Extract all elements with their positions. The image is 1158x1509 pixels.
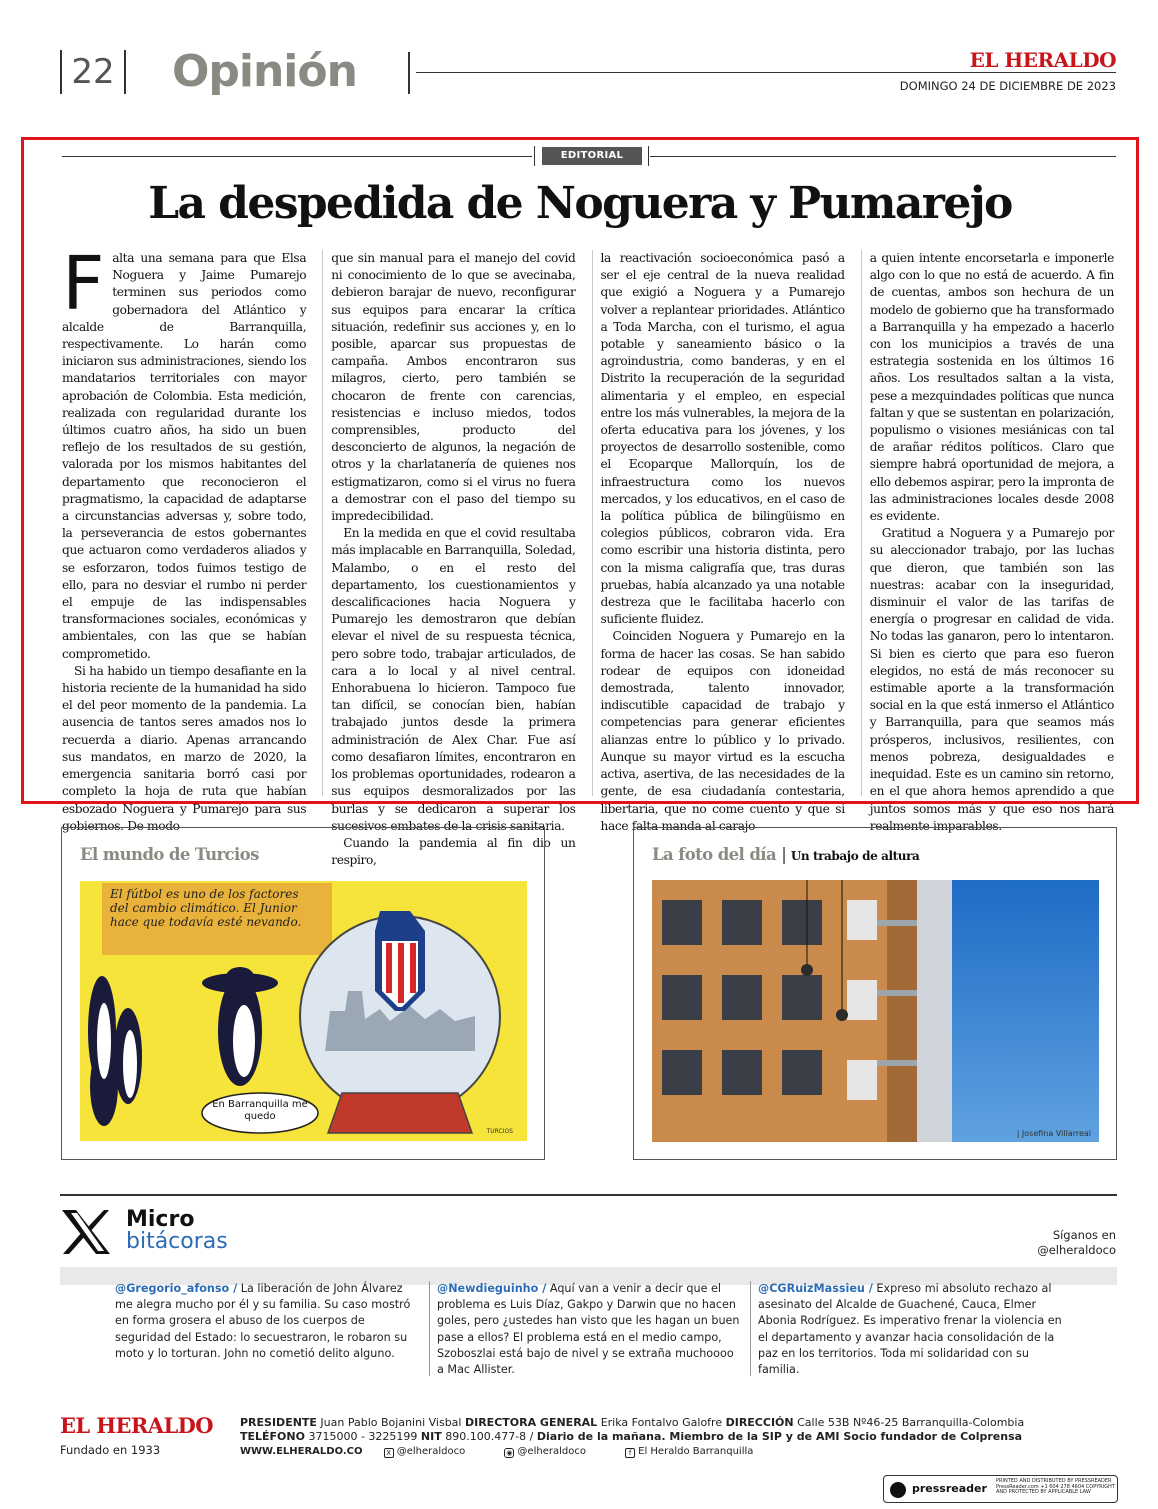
photo-title-block: La foto del día | Un trabajo de altura: [652, 845, 920, 864]
credit-label: NIT: [420, 1430, 442, 1443]
post-2: [437, 1281, 742, 1378]
speech-bubble-text: En Barranquilla me quedo: [212, 1099, 308, 1122]
microbitacoras-rule: [60, 1194, 1117, 1196]
editorial-tick-right: [648, 146, 649, 166]
credit-label: PRESIDENTE: [240, 1416, 317, 1429]
photo-title: La foto del día: [652, 845, 777, 864]
photo-panel: [633, 827, 1117, 1160]
cartoon-caption: El fútbol es uno de los factores del cambio climático. El Junior hace que todavía esté nevando.: [110, 887, 302, 929]
post-1: [115, 1281, 420, 1362]
credit-value: 890.100.477-8 /: [441, 1430, 537, 1443]
editorial-rule-right: [650, 156, 1116, 157]
credit-label: Diario de la mañana. Miembro de la SIP y de AMI Socio fundador de Colprensa: [536, 1430, 1023, 1443]
post-text: Aquí van a venir a decir que el problema es Luis Díaz, Gakpo y Darwin que no hacen goles, pero ¿ustedes han visto que les hagan un buen pase a ellos? El problema está en el medio campo, Szoboszlai está bajo de nivel y se extraña muchoooo a Mac Allister.: [437, 1282, 740, 1377]
pressreader-name: pressreader: [912, 1482, 987, 1495]
editorial-paragraph: que sin manual para el manejo del covid ni conocimiento de lo que se avecinaba, debieron barajar de nuevo, reconfigurar sus equipos para encarar la crítica situación, redefinir sus acciones y, en lo posible, aparcar sus propuestas de campaña. Ambos encontraron sus milagros, cierto, pero también se chocaron de frente con carencias, resistencias e incluso miedos, todos comprensibles, producto del desconcierto de algunos, la negación de otros y la charlatanería de quienes nos estigmatizaron, como si el virus no fuera a demostrar con el paso del tiempo su impredecibilidad.: [331, 251, 576, 524]
editorial-paragraph: Si ha habido un tiempo desafiante en la historia reciente de la humanidad ha sido el del peor momento de la pandemia. La ausencia de tantos seres amados nos lo recuerda a diario. Apenas arrancando sus mandatos, en marzo de 2020, la emergencia sanitaria borró casi por completo la hoja de ruta que habían esbozado Noguera y Pumarejo para sus gobiernos. De modo: [62, 663, 307, 833]
credit-value: Juan Pablo Bojanini Visbal: [316, 1416, 465, 1429]
footer-founded: Fundado en 1933: [60, 1443, 161, 1457]
editorial-column-2: [322, 250, 576, 868]
follow-label: Síganos en: [1052, 1228, 1116, 1242]
follow-us: [1037, 1228, 1116, 1258]
instagram-social-link[interactable]: ◉ @elheraldoco: [506, 1446, 586, 1457]
footer-credits: [240, 1416, 1024, 1444]
header-separator: [408, 52, 410, 94]
credit-value: Erika Fontalvo Galofre: [597, 1416, 726, 1429]
facebook-social-link[interactable]: f El Heraldo Barranquilla: [625, 1446, 771, 1457]
credit-label: DIRECCIÓN: [725, 1416, 794, 1429]
cartoon-title: El mundo de Turcios: [80, 845, 259, 864]
editorial-headline: La despedida de Noguera y Pumarejo: [148, 178, 1012, 229]
post-handle[interactable]: @Gregorio_afonso /: [115, 1282, 238, 1295]
credit-label: DIRECTORA GENERAL: [464, 1416, 598, 1429]
credit-value: Calle 53B Nº46-25 Barranquilla-Colombia: [793, 1416, 1025, 1429]
post-handle[interactable]: @Newdieguinho /: [437, 1282, 547, 1295]
photo-image: [652, 880, 1099, 1142]
editorial-paragraph: alta una semana para que Elsa Noguera y Jaime Pumarejo terminen sus periodos como gobernadora del Atlántico y alcalde de Barranquilla, respectivamente. Lo harán como iniciaron sus administraciones, siendo los mandatarios territoriales con mayor aprobación de Colombia. Esta medición, realizada con regularidad durante los últimos cuatro años, ha sido un buen reflejo de los resultados de su gestión, valorada por los mismos habitantes del departamento que reconocieron el pragmatismo, la capacidad de adaptarse a circunstancias adversas y, sobre todo, la perseverancia de estos gobernantes que actuaron como verdaderos aliados y se esforzaron, todos fuimos testigo de ello, para no desviar el rumbo ni perder el empuje de las indispensables transformaciones sociales, económicas y ambientales, con las que se habían comprometido.: [62, 251, 307, 661]
editorial-column-1: [62, 241, 307, 833]
post-3: [758, 1281, 1063, 1378]
website-link[interactable]: WWW.ELHERALDO.CO: [240, 1446, 363, 1457]
editorial-paragraph: la reactivación socioeconómica pasó a ser el eje central de la nueva realidad que exigió a Noguera y a Pumarejo volver a replantear prioridades. Atlántico a Toda Marcha, con el turismo, el agua potable y saneamiento básico o la agroindustria, como banderas, y en el Distrito la recuperación de la seguridad alimentaria y el empleo, en especial entre los más vulnerables, la mejora de la oferta educativa para los jóvenes, y los proyectos de desarrollo sostenible, como el Ecoparque Mallorquín, los de infraestructura como los nuevos mercados, y los educativos, en el caso de la política pública de bilingüismo en colegios públicos, cobraron vida. Era como escribir una historia distinta, pero con la misma caligrafía que, tras duras pruebas, había alcanzado ya una notable destreza que le facilitaba hacerlo con suficiente fluidez.: [600, 251, 845, 627]
pressreader-notice: PRINTED AND DISTRIBUTED BY PRESSREADER PressReader.com +1 604 278 4604 COPYRIGHT AND PROTECTED BY APPLICABLE LAW: [996, 1478, 1115, 1496]
editorial-rule-left: [62, 156, 532, 157]
photo-credit: | Josefina Villarreal: [1016, 1129, 1091, 1138]
post-text: Expreso mi absoluto rechazo al asesinato del Alcalde de Guachené, Cauca, Elmer Abonia Rodríguez. Es imperativo frenar la violencia en el departamento y avanzar hacia consolidación de la paz en los territorios. Toda mi solidaridad con su familia.: [758, 1282, 1062, 1377]
header-rule: [416, 72, 1116, 73]
editorial-column-3: [592, 250, 845, 833]
instagram-icon: ◉: [506, 1449, 513, 1457]
follow-handle[interactable]: @elheraldoco: [1037, 1243, 1116, 1257]
editorial-tag: EDITORIAL: [542, 147, 642, 165]
page-number: 22: [60, 50, 126, 94]
post-divider: [429, 1281, 430, 1376]
credit-value: 3715000 - 3225199: [304, 1430, 421, 1443]
pressreader-badge: [883, 1475, 1118, 1503]
editorial-column-4: [861, 250, 1114, 833]
x-logo-icon: [60, 1208, 112, 1256]
editorial-paragraph: Cuando la pandemia al fin dio un respiro,: [331, 835, 576, 868]
footer-brand: EL HERALDO: [60, 1413, 213, 1438]
facebook-icon: f: [625, 1448, 635, 1458]
building-photo-drawing: [652, 880, 1099, 1142]
drop-cap: F: [62, 241, 105, 327]
masthead-brand: EL HERALDO: [969, 48, 1116, 72]
editorial-tick-left: [534, 146, 535, 166]
editorial-paragraph: Coinciden Noguera y Pumarejo en la forma de hacer las cosas. Se han sabido rodear de equipos con idoneidad demostrada, talento innovador, indiscutible capacidad de trabajo y competencias para generar eficientes alianzas entre lo público y lo privado. Aunque su mayor virtud es la escucha activa, asertiva, de las necesidades de la gente, de esa ciudadanía contestaria, libertaria, que no come cuento y que si hace falta manda al carajo: [600, 629, 845, 833]
microbitacoras-subtitle: bitácoras: [126, 1229, 228, 1254]
editorial-paragraph: En la medida en que el covid resultaba más implacable en Barranquilla, Soledad, Malambo, o en el resto del departamento, los cuestionamientos y descalificaciones hacia Noguera y Pumarejo les demostraron que debían elevar el nivel de su respuesta técnica, pero sobre todo, trabajar articulados, de cara a lo local y al nivel central. Enhorabuena lo hicieron. Tampoco fue tan difícil, se conocían bien, habían trabajado juntos desde la primera administración de Alex Char. Fue así como desafiaron límites, encontraron en los problemas oportunidades, rodearon a sus equipos desmoralizados por las burlas y se dedicaron a superar los sucesivos embates de la crisis sanitaria.: [331, 526, 576, 833]
post-text: La liberación de John Álvarez me alegra mucho por él y su familia. Su caso mostró en forma grosera el abuso de los cuerpos de seguridad del Estado: lo secuestraron, le robaron su moto y lo torturan. John no cometió delito alguno.: [115, 1282, 411, 1360]
microbitacoras-title: Micro: [126, 1207, 195, 1232]
post-divider: [750, 1281, 751, 1376]
section-title: Opinión: [172, 46, 357, 97]
editorial-paragraph: Gratitud a Noguera y a Pumarejo por su aleccionador trabajo, por las luchas que dieron, que también son las nuestras: acabar con la inseguridad, disminuir el valor de las tarifas de energía o progresar en calidad de vida. No todas las ganaron, pero lo intentaron. Si bien es cierto que para eso fueron elegidos, no está de más reconocer su estimable aporte a la transformación social en la que está inmerso el Atlántico y Barranquilla, para que seamos más prósperos, inclusivos, resilientes, con menos pobreza, desigualdades e inequidad. Este es un camino sin retorno, en el que ahora hemos aprendido a que juntos somos más y que eso nos hará realmente imparables.: [869, 526, 1114, 833]
cartoon-panel: [61, 827, 545, 1160]
x-icon: X: [384, 1448, 394, 1458]
footer-social: [240, 1446, 789, 1458]
issue-date: DOMINGO 24 DE DICIEMBRE DE 2023: [899, 79, 1116, 93]
photo-subtitle: Un trabajo de altura: [790, 849, 920, 863]
cartoon-signature: TURCIOS: [486, 1128, 513, 1135]
post-handle[interactable]: @CGRuizMassieu /: [758, 1282, 873, 1295]
editorial-paragraph: a quien intente encorsetarla e imponerle algo con lo que no está de acuerdo. A fin de cuentas, ambos son hechura de un modelo de gobierno que ha transformado a Barranquilla y ha empezado a hacerlo con los municipios a través de una estrategia sostenida en los últimos 16 años. Los resultados saltan a la vista, pese a mezquindades políticas que nunca faltan y que se sustentan en polarización, populismo o visiones mesiánicas con tal de arañar réditos políticos. Claro que siempre habrá oportunidad de mejora, a ello debemos aspirar, pero la impronta de las administraciones locales desde 2008 es evidente.: [869, 251, 1114, 524]
credit-label: TELÉFONO: [240, 1430, 305, 1443]
pressreader-logo-icon: [890, 1482, 906, 1498]
cartoon-illustration: [80, 881, 527, 1141]
x-social-link[interactable]: X @elheraldoco: [384, 1446, 484, 1457]
